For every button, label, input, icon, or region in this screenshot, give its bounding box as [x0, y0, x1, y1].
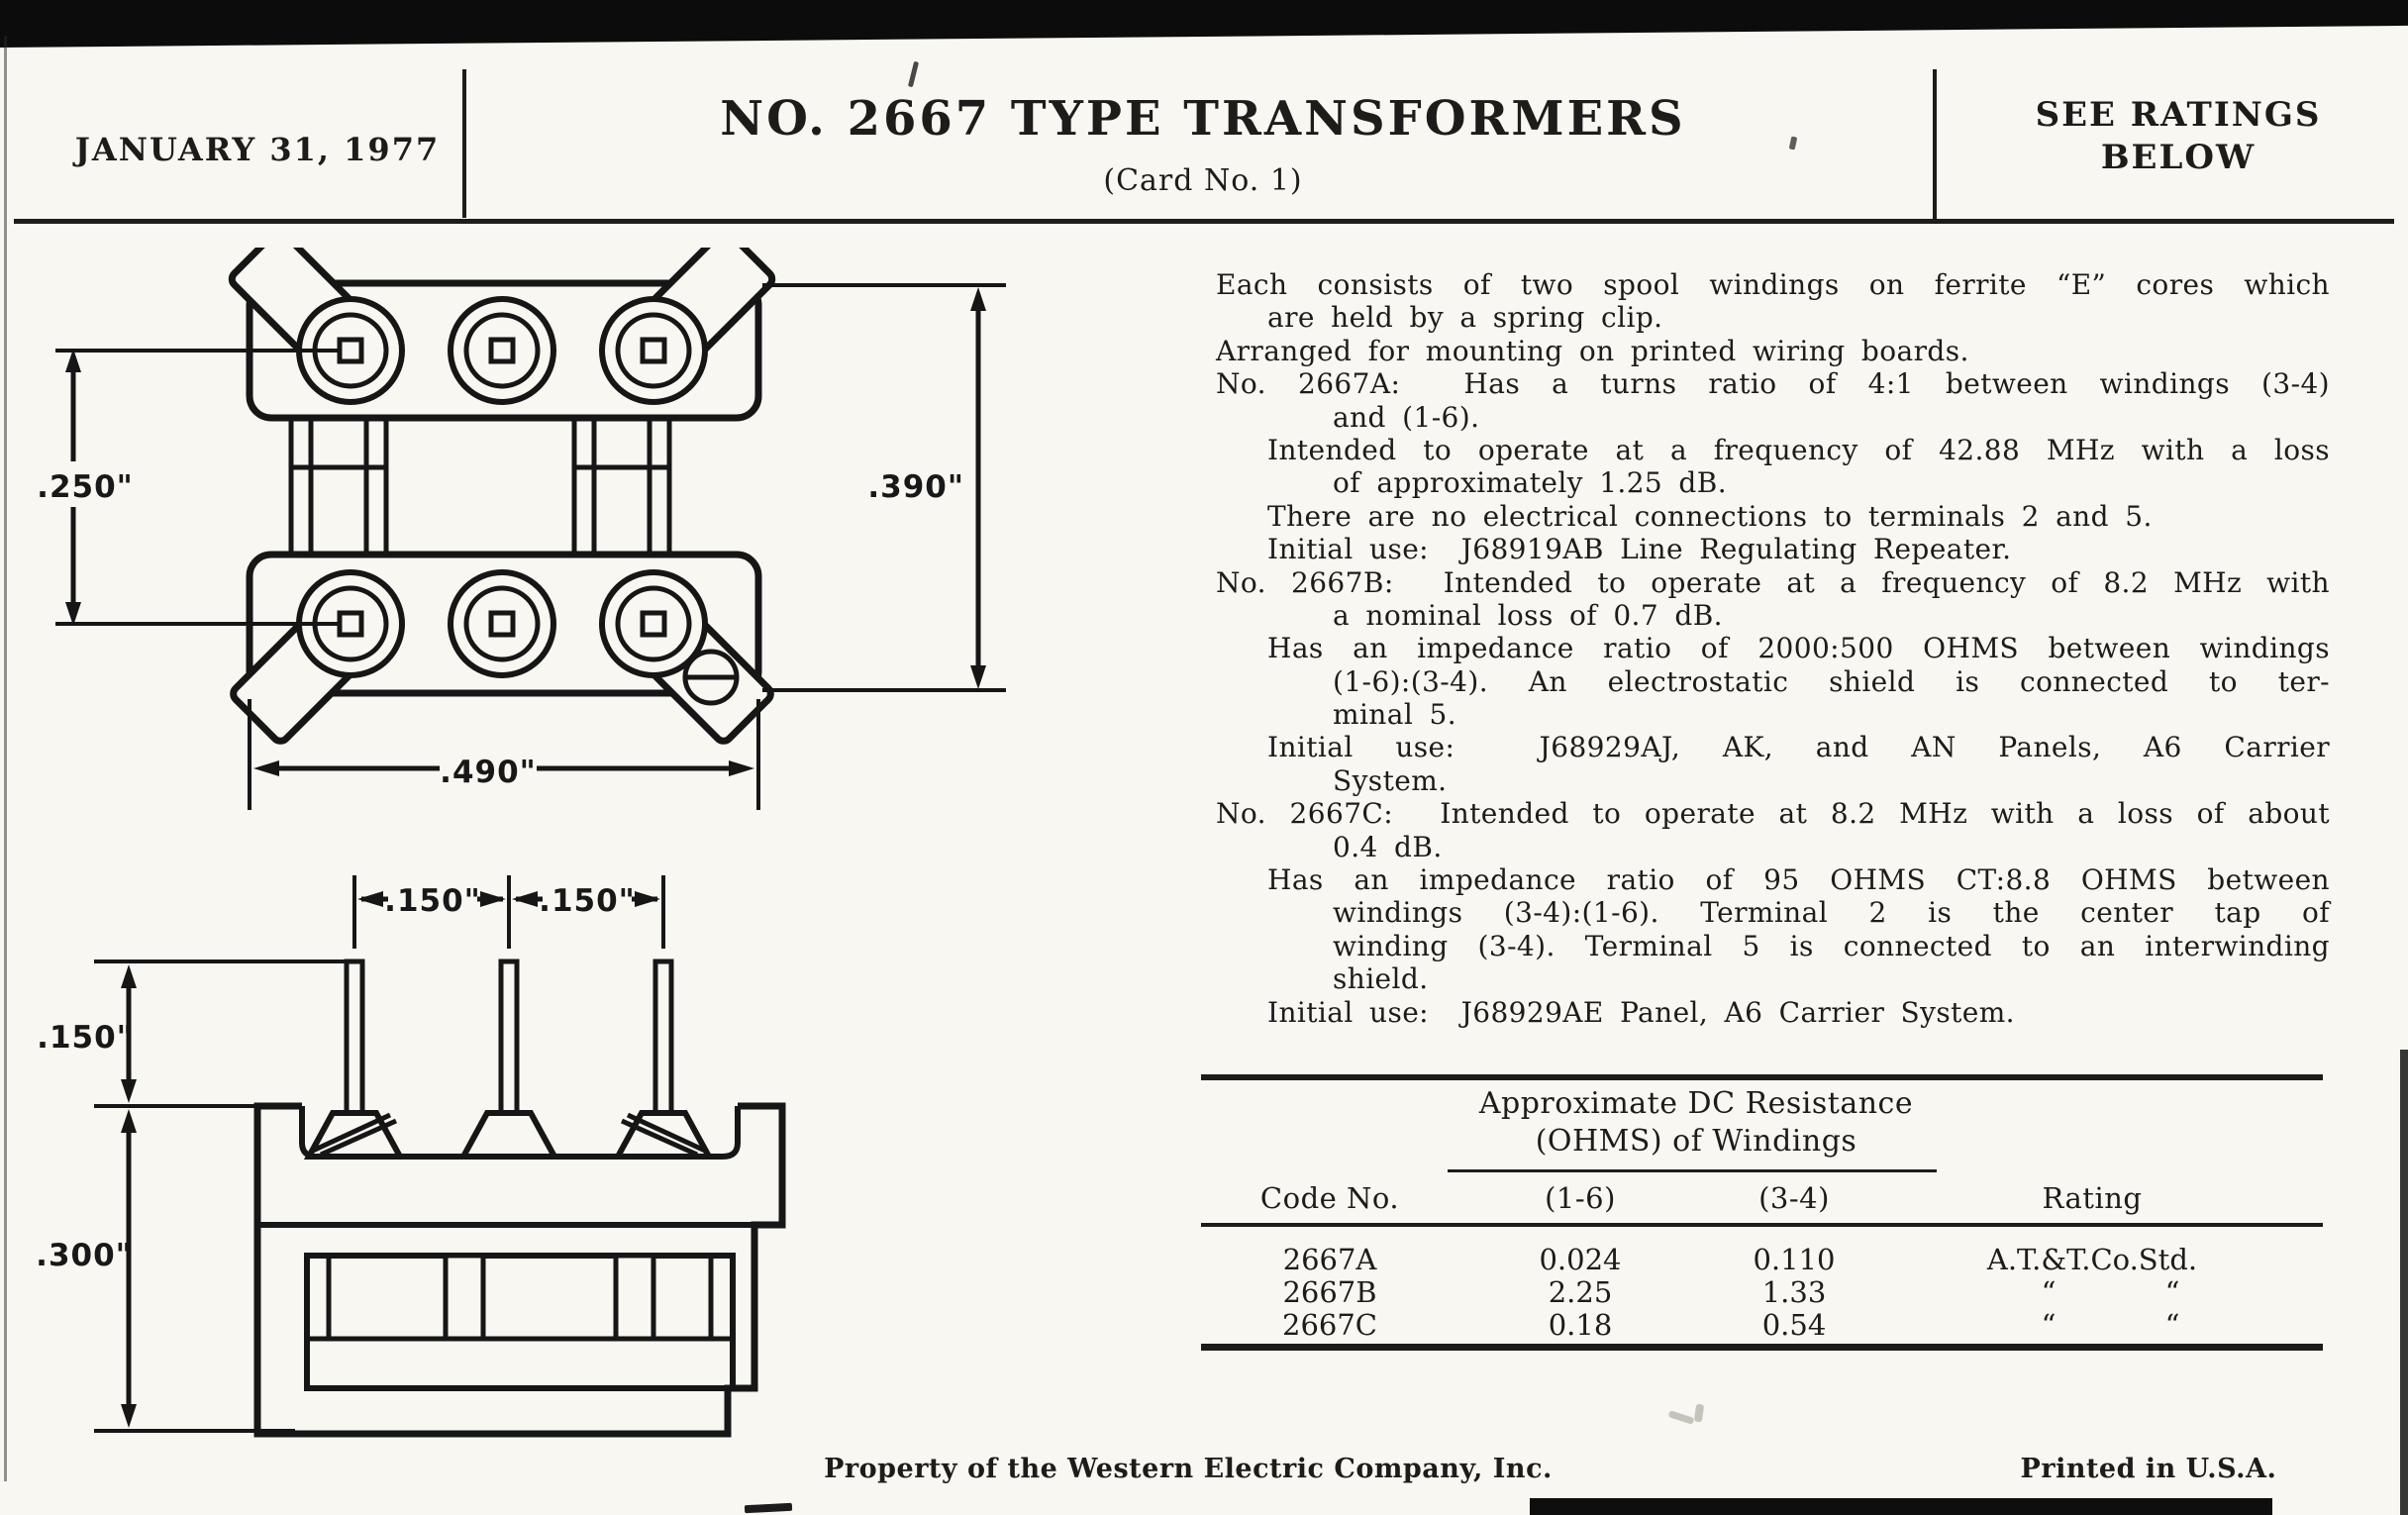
cell-winding-3-4: 0.110	[1753, 1243, 1836, 1276]
transformer-top-view-figure	[20, 248, 1050, 822]
terminal-pins	[347, 961, 671, 1120]
description-line: of approximately 1.25 dB.	[1333, 466, 1728, 500]
card-number: (Card No. 1)	[1103, 163, 1303, 198]
cell-rating-ditto: “	[2041, 1275, 2057, 1309]
table-rule-partial	[1448, 1169, 1937, 1172]
scan-edge-line-right	[2400, 1050, 2408, 1515]
description-line: Initial use: J68929AE Panel, A6 Carrier System.	[1267, 995, 2015, 1029]
stray-mark-top	[908, 61, 919, 87]
dim-label-pin-height: .150"	[37, 1020, 134, 1056]
dim-label-spacing-left: .150"	[384, 883, 481, 919]
table-row	[1201, 1243, 2323, 1276]
table-title-line1: Approximate DC Resistance	[1478, 1086, 1914, 1121]
description-line: a nominal loss of 0.7 dB.	[1333, 598, 1723, 632]
description-line: (1-6):(3-4). An electrostatic shield is connected to ter-	[1333, 664, 2330, 698]
dim-label-body-height: .300"	[36, 1238, 133, 1273]
cell-rating-ditto: “	[2164, 1275, 2180, 1309]
dim-label-spacing-right: .150"	[539, 883, 636, 919]
property-notice: Property of the Western Electric Company, Inc.	[824, 1454, 1553, 1484]
cell-code: 2667C	[1282, 1308, 1377, 1342]
description-line: shield.	[1333, 962, 1429, 996]
dc-resistance-table	[1201, 1074, 2323, 1371]
core-rails	[291, 418, 669, 555]
description-line: There are no electrical connections to terminals 2 and 5.	[1267, 499, 2153, 533]
description-line: windings (3-4):(1-6). Terminal 2 is the center tap of	[1333, 896, 2330, 930]
column-header-1-6: (1-6)	[1545, 1181, 1616, 1215]
description-line: Intended to operate at a frequency of 42.88 MHz with a loss	[1267, 433, 2330, 466]
ratings-note-line2: BELOW	[2100, 138, 2257, 177]
cell-code: 2667B	[1282, 1275, 1377, 1309]
scan-edge-line-left	[4, 36, 7, 1481]
ink-smudge-bottom	[745, 1503, 792, 1514]
description-line: Initial use: J68929AJ, AK, and AN Panels, A6 Carrier	[1267, 731, 2330, 764]
header-divider-right	[1933, 69, 1937, 223]
cell-code: 2667A	[1282, 1243, 1377, 1276]
description-line: 0.4 dB.	[1333, 830, 1443, 863]
page-title: NO. 2667 TYPE TRANSFORMERS	[720, 91, 1686, 147]
cell-winding-3-4: 1.33	[1761, 1275, 1827, 1309]
cell-winding-1-6: 2.25	[1548, 1275, 1613, 1309]
description-line: are held by a spring clip.	[1267, 301, 1663, 335]
dimension-390	[970, 287, 986, 689]
cell-winding-1-6: 0.024	[1539, 1243, 1622, 1276]
description-line: winding (3-4). Terminal 5 is connected to an interwinding	[1333, 929, 2330, 962]
dim-label-490: .490"	[440, 755, 537, 790]
ratings-note-line1: SEE RATINGS	[2035, 95, 2322, 135]
cell-rating: A.T.&T.Co.Std.	[1986, 1243, 2198, 1276]
header-rule	[14, 219, 2394, 224]
description-line: Has an impedance ratio of 95 OHMS CT:8.8 OHMS between	[1267, 863, 2330, 897]
description-line: No. 2667A: Has a turns ratio of 4:1 between windings (3-4)	[1216, 367, 2330, 401]
header-divider-left	[462, 69, 466, 218]
description-text	[1216, 268, 2330, 1029]
description-line: minal 5.	[1333, 698, 1457, 732]
cell-winding-1-6: 0.18	[1548, 1308, 1613, 1342]
description-line: Has an impedance ratio of 2000:500 OHMS between windings	[1267, 632, 2330, 665]
table-row	[1201, 1275, 2323, 1309]
transformer-side-view-figure	[20, 847, 1050, 1461]
column-header-code: Code No.	[1259, 1181, 1400, 1215]
table-rule-bottom	[1201, 1344, 2323, 1351]
scan-black-bar-top	[0, 0, 2408, 48]
table-rule-middle	[1201, 1223, 2323, 1227]
printed-in-notice: Printed in U.S.A.	[2020, 1454, 2277, 1484]
description-line: No. 2667C: Intended to operate at 8.2 MHz with a loss of about	[1216, 797, 2330, 831]
table-row	[1201, 1308, 2323, 1342]
description-line: Arranged for mounting on printed wiring boards.	[1216, 334, 1969, 367]
description-line: Initial use: J68919AB Line Regulating Repeater.	[1267, 533, 2012, 566]
ink-smudge-table-2	[1694, 1404, 1704, 1423]
description-line: and (1-6).	[1333, 400, 1480, 434]
issue-date: JANUARY 31, 1977	[74, 131, 441, 168]
dim-label-390: .390"	[867, 469, 964, 505]
table-rule-top	[1201, 1074, 2323, 1080]
table-title-line2: (OHMS) of Windings	[1535, 1124, 1857, 1159]
description-line: Each consists of two spool windings on ferrite “E” cores which	[1216, 268, 2330, 301]
column-header-3-4: (3-4)	[1758, 1181, 1830, 1215]
description-line: No. 2667B: Intended to operate at a frequency of 8.2 MHz with	[1216, 565, 2330, 599]
column-header-rating: Rating	[2042, 1181, 2143, 1215]
cell-rating-ditto: “	[2041, 1308, 2057, 1342]
cell-winding-3-4: 0.54	[1761, 1308, 1827, 1342]
cell-rating-ditto: “	[2164, 1308, 2180, 1342]
ink-smudge-table	[1668, 1410, 1695, 1425]
ratings-note	[1956, 94, 2401, 179]
dim-label-250: .250"	[37, 469, 134, 505]
scan-black-bar-bottom	[1530, 1498, 2272, 1515]
screw-slot	[685, 652, 737, 703]
core-window	[257, 1225, 754, 1388]
description-line: System.	[1333, 763, 1448, 797]
